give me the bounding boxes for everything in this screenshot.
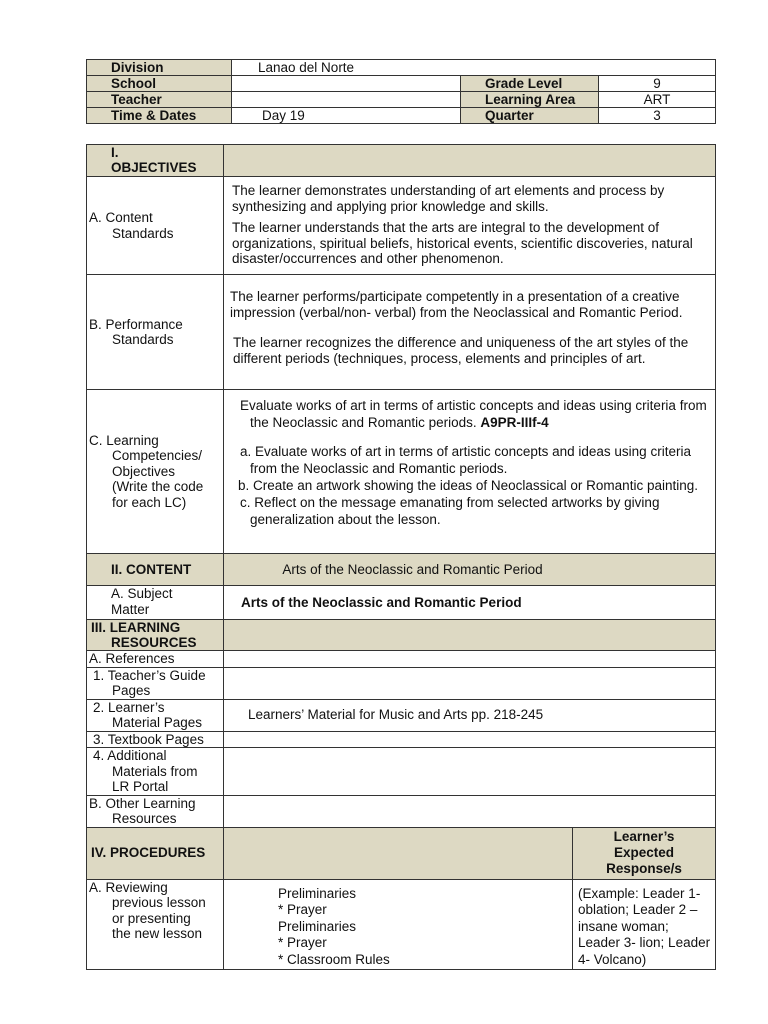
division-label: Division xyxy=(87,60,232,76)
division-value: Lanao del Norte xyxy=(232,60,716,76)
time-value: Day 19 xyxy=(232,108,461,124)
references-value xyxy=(224,651,716,668)
objectives-heading-row xyxy=(87,145,716,177)
performance-standards-row xyxy=(87,275,716,390)
textbook-label: 3. Textbook Pages xyxy=(87,731,224,748)
reviewing-label-c: or presenting xyxy=(112,910,191,926)
teacher-label: Teacher xyxy=(87,92,232,108)
school-value xyxy=(232,76,461,92)
content-standards-p1: The learner demonstrates understanding of art elements and process by synthesizing and applying prior knowledge and skills. xyxy=(232,183,665,214)
content-standards-text xyxy=(224,177,716,275)
competencies-label-a: C. Learning xyxy=(89,432,159,448)
resources-heading xyxy=(87,620,224,651)
additional-materials-label-a: 4. Additional xyxy=(93,748,167,763)
step-item: Preliminaries xyxy=(278,918,357,934)
performance-standards-label xyxy=(87,275,224,390)
grade-value: 9 xyxy=(599,76,716,92)
step-item: * Prayer xyxy=(278,935,327,950)
additional-materials-label xyxy=(87,748,224,796)
learners-material-row xyxy=(87,699,716,731)
expected-response-heading-c: Response/s xyxy=(606,861,682,876)
competencies-label xyxy=(87,390,224,554)
competency-code: A9PR-IIIf-4 xyxy=(480,415,549,430)
competency-b: b. Create an artwork showing the ideas of Neoclassical or Romantic painting. xyxy=(238,478,698,493)
performance-standards-text xyxy=(224,275,716,390)
teachers-guide-value xyxy=(224,667,716,699)
competency-c: c. Reflect on the message emanating from selected artworks by giving generalization about the lesson. xyxy=(240,495,660,527)
reviewing-label xyxy=(87,879,224,969)
competencies-main-text: Evaluate works of art in terms of artistic concepts and ideas using criteria from the Neoclassic and Romantic periods. xyxy=(240,398,707,430)
learners-material-label-a: 2. Learner’s xyxy=(93,699,165,715)
reviewing-label-d: the new lesson xyxy=(112,926,203,941)
content-standards-row xyxy=(87,177,716,275)
area-label: Learning Area xyxy=(461,92,599,108)
step-item: * Prayer xyxy=(278,902,327,917)
other-resources-row xyxy=(87,795,716,827)
teacher-row xyxy=(87,92,716,108)
area-value: ART xyxy=(599,92,716,108)
competencies-label-b: Competencies/ xyxy=(112,448,203,464)
competencies-label-c: Objectives xyxy=(112,463,176,479)
content-standards-label-b: Standards xyxy=(112,225,174,241)
reviewing-label-a: A. Reviewing xyxy=(89,879,168,895)
procedures-heading-row xyxy=(87,827,716,879)
competency-a: a. Evaluate works of art in terms of artistic concepts and ideas using criteria from the Neoclassic and Romantic periods. xyxy=(240,444,691,476)
teachers-guide-label xyxy=(87,667,224,699)
lesson-plan-table xyxy=(86,144,716,970)
textbook-value xyxy=(224,731,716,748)
subject-matter-label-a: A. Subject xyxy=(111,586,173,601)
additional-materials-value xyxy=(224,748,716,796)
time-label: Time & Dates xyxy=(87,108,232,124)
teacher-value xyxy=(232,92,461,108)
reviewing-response: (Example: Leader 1- oblation; Leader 2 – insane woman; Leader 3- lion; Leader 4- Volcano) xyxy=(573,879,716,969)
other-resources-label-b: Resources xyxy=(112,811,177,826)
competencies-text xyxy=(224,390,716,554)
references-label: A. References xyxy=(87,651,224,668)
teachers-guide-label-b: Pages xyxy=(112,683,151,698)
content-heading-value: Arts of the Neoclassic and Romantic Period xyxy=(224,554,716,586)
subject-matter-value: Arts of the Neoclassic and Romantic Period xyxy=(224,586,716,620)
additional-materials-label-b: Materials from xyxy=(112,763,198,779)
performance-standards-label-a: B. Performance xyxy=(89,316,183,332)
teachers-guide-row xyxy=(87,667,716,699)
objectives-heading-num: I. xyxy=(111,145,119,160)
resources-heading-a: III. LEARNING xyxy=(91,620,181,635)
content-standards-label-a: A. Content xyxy=(89,210,153,225)
additional-materials-row xyxy=(87,748,716,796)
learners-material-label xyxy=(87,699,224,731)
performance-standards-label-b: Standards xyxy=(112,332,174,347)
school-label: School xyxy=(87,76,232,92)
reviewing-label-b: previous lesson xyxy=(112,895,206,910)
quarter-value: 3 xyxy=(599,108,716,124)
objectives-heading xyxy=(87,145,224,177)
procedures-heading-fill xyxy=(224,827,573,879)
competencies-main xyxy=(240,397,707,431)
expected-response-heading-b: Expected xyxy=(613,845,675,860)
reviewing-steps xyxy=(224,879,573,969)
school-row xyxy=(87,76,716,92)
step-item: * Classroom Rules xyxy=(278,951,390,967)
quarter-label: Quarter xyxy=(461,108,599,124)
resources-heading-b: RESOURCES xyxy=(111,635,197,650)
subject-matter-label xyxy=(87,586,224,620)
learners-material-value: Learners’ Material for Music and Arts pp. 218-245 xyxy=(224,699,716,731)
additional-materials-label-c: LR Portal xyxy=(112,779,169,794)
references-row xyxy=(87,651,716,668)
competencies-label-e: for each LC) xyxy=(112,494,187,510)
expected-response-heading xyxy=(573,827,716,879)
subject-matter-label-b: Matter xyxy=(111,601,150,617)
step-item: Preliminaries xyxy=(278,885,357,901)
content-standards-p2: The learner understands that the arts are integral to the development of organizations, spiritual beliefs, historical events, scientific discoveries, natural disaster/occurrences and other phenomenon. xyxy=(232,220,693,266)
grade-label: Grade Level xyxy=(461,76,599,92)
division-row xyxy=(87,60,716,76)
time-row xyxy=(87,108,716,124)
resources-heading-fill xyxy=(224,620,716,651)
reviewing-row xyxy=(87,879,716,969)
content-heading: II. CONTENT xyxy=(87,554,224,586)
textbook-row xyxy=(87,731,716,748)
competencies-row xyxy=(87,390,716,554)
content-heading-row xyxy=(87,554,716,586)
objectives-heading-fill xyxy=(224,145,716,177)
content-standards-label xyxy=(87,177,224,275)
performance-standards-p2: The learner recognizes the difference and uniqueness of the art styles of the different periods (techniques, process, elements and principles of art. xyxy=(233,335,689,366)
competencies-label-d: (Write the code xyxy=(112,479,204,495)
other-resources-label-a: B. Other Learning xyxy=(89,795,196,811)
procedures-heading: IV. PROCEDURES xyxy=(87,827,224,879)
other-resources-value xyxy=(224,795,716,827)
teachers-guide-label-a: 1. Teacher’s Guide xyxy=(93,667,206,683)
resources-heading-row xyxy=(87,620,716,651)
header-table xyxy=(86,59,716,124)
expected-response-heading-a: Learner’s xyxy=(613,829,675,844)
subject-matter-row xyxy=(87,586,716,620)
objectives-heading-text: OBJECTIVES xyxy=(111,160,197,175)
performance-standards-p1: The learner performs/participate competently in a presentation of a creative impression (verbal/non- verbal) from the Neoclassical and Romantic Period. xyxy=(230,289,683,320)
other-resources-label xyxy=(87,795,224,827)
learners-material-label-b: Material Pages xyxy=(112,715,203,730)
